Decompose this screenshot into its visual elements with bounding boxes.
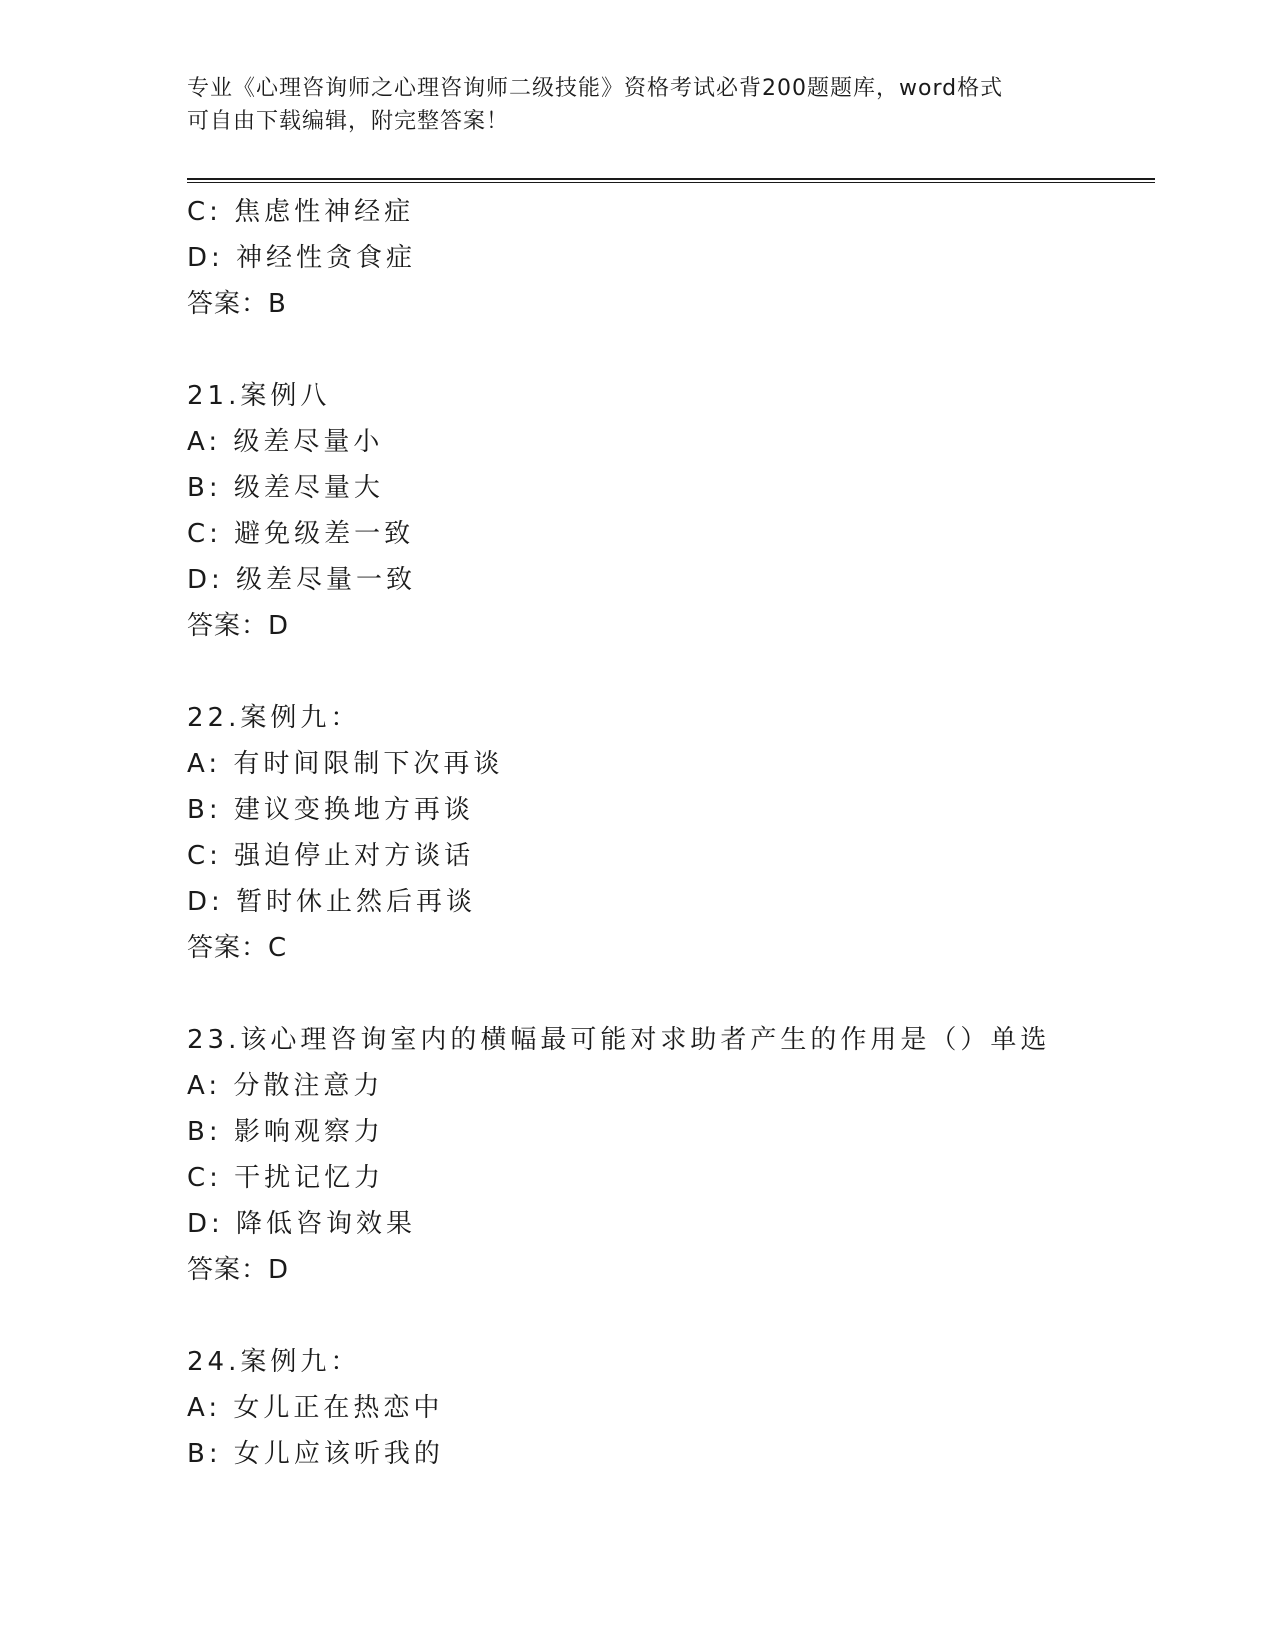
- block-spacer: [187, 649, 1155, 695]
- question-text: 22.案例九：: [187, 703, 361, 733]
- option-d: D: 降低咨询效果: [187, 1209, 417, 1239]
- option-a: A: 女儿正在热恋中: [187, 1393, 444, 1423]
- block-spacer: [187, 1293, 1155, 1339]
- document-header: [187, 72, 1067, 138]
- option-d: D: 神经性贪食症: [187, 243, 417, 273]
- answer-line: 答案：D: [187, 611, 290, 641]
- option-a: A: 级差尽量小: [187, 427, 384, 457]
- option-b: B: 女儿应该听我的: [187, 1439, 444, 1469]
- option-b: B: 级差尽量大: [187, 473, 384, 503]
- question-list: [187, 189, 1155, 1477]
- option-c: C: 强迫停止对方谈话: [187, 841, 475, 871]
- question-block: [187, 1017, 1155, 1293]
- question-block: [187, 695, 1155, 971]
- block-spacer: [187, 971, 1155, 1017]
- question-block: [187, 189, 1155, 327]
- question-text: 21.案例八: [187, 381, 331, 411]
- option-b: B: 影响观察力: [187, 1117, 384, 1147]
- header-title-line-2: 可自由下载编辑，附完整答案！: [187, 109, 510, 134]
- option-d: D: 暂时休止然后再谈: [187, 887, 477, 917]
- answer-line: 答案：B: [187, 289, 287, 319]
- question-block: [187, 1339, 1155, 1477]
- option-a: A: 分散注意力: [187, 1071, 384, 1101]
- header-title-line-1: 专业《心理咨询师之心理咨询师二级技能》资格考试必背200题题库，word格式: [187, 76, 1004, 101]
- header-divider: [187, 178, 1155, 183]
- option-d: D: 级差尽量一致: [187, 565, 417, 595]
- option-a: A: 有时间限制下次再谈: [187, 749, 504, 779]
- option-b: B: 建议变换地方再谈: [187, 795, 474, 825]
- option-c: C: 干扰记忆力: [187, 1163, 385, 1193]
- question-text: 23.该心理咨询室内的横幅最可能对求助者产生的作用是（）单选: [187, 1025, 1051, 1055]
- option-c: C: 避免级差一致: [187, 519, 415, 549]
- answer-line: 答案：D: [187, 1255, 290, 1285]
- option-c: C: 焦虑性神经症: [187, 197, 415, 227]
- block-spacer: [187, 327, 1155, 373]
- question-text: 24.案例九：: [187, 1347, 361, 1377]
- answer-line: 答案：C: [187, 933, 288, 963]
- question-block: [187, 373, 1155, 649]
